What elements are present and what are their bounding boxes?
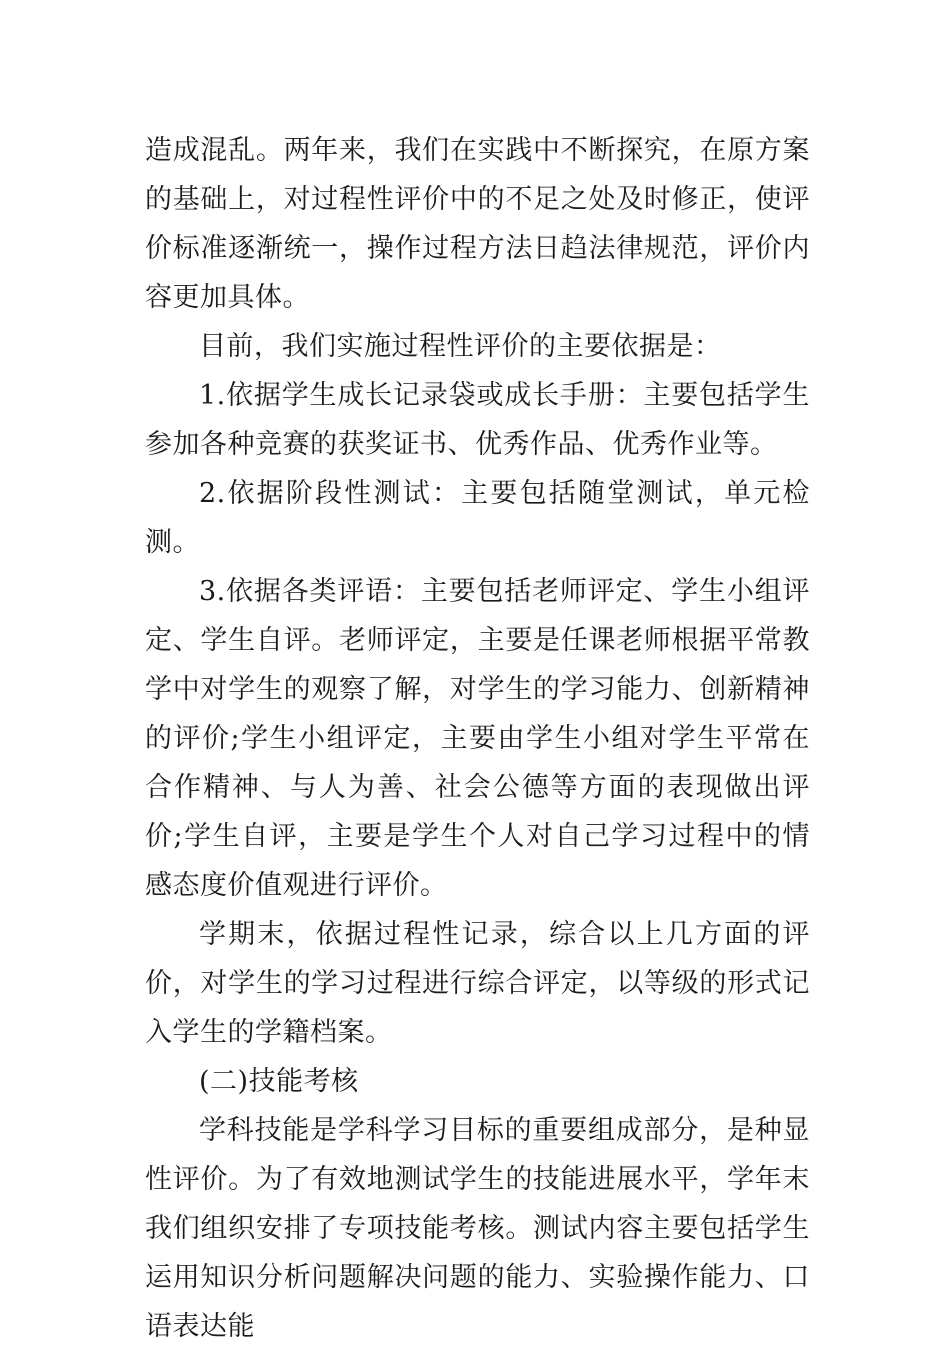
section-heading-skill-assessment: (二)技能考核	[199, 1066, 359, 1097]
paragraph-basis-intro: 目前，我们实施过程性评价的主要依据是：	[199, 331, 722, 362]
document-body	[145, 126, 810, 1351]
paragraph-basis-1: 1.依据学生成长记录袋或成长手册：主要包括学生参加各种竞赛的获奖证书、优秀作品、优秀作业等。	[145, 380, 810, 460]
paragraph-term-end: 学期末，依据过程性记录，综合以上几方面的评价，对学生的学习过程进行综合评定，以等级的形式记入学生的学籍档案。	[145, 919, 810, 1048]
paragraph-skill-assessment: 学科技能是学科学习目标的重要组成部分，是种显性评价。为了有效地测试学生的技能进展水平，学年末我们组织安排了专项技能考核。测试内容主要包括学生运用知识分析问题解决问题的能力、实验操作能力、口语表达能	[145, 1115, 810, 1342]
paragraph-basis-3: 3.依据各类评语：主要包括老师评定、学生小组评定、学生自评。老师评定，主要是任课老师根据平常教学中对学生的观察了解，对学生的学习能力、创新精神的评价;学生小组评定，主要由学生小组对学生平常在合作精神、与人为善、社会公德等方面的表现做出评价;学生自评，主要是学生个人对自己学习过程中的情感态度价值观进行评价。	[145, 576, 810, 901]
paragraph-continuation: 造成混乱。两年来，我们在实践中不断探究，在原方案的基础上，对过程性评价中的不足之处及时修正，使评价标准逐渐统一，操作过程方法日趋法律规范，评价内容更加具体。	[145, 135, 810, 313]
paragraph-basis-2: 2.依据阶段性测试：主要包括随堂测试，单元检测。	[145, 478, 810, 558]
